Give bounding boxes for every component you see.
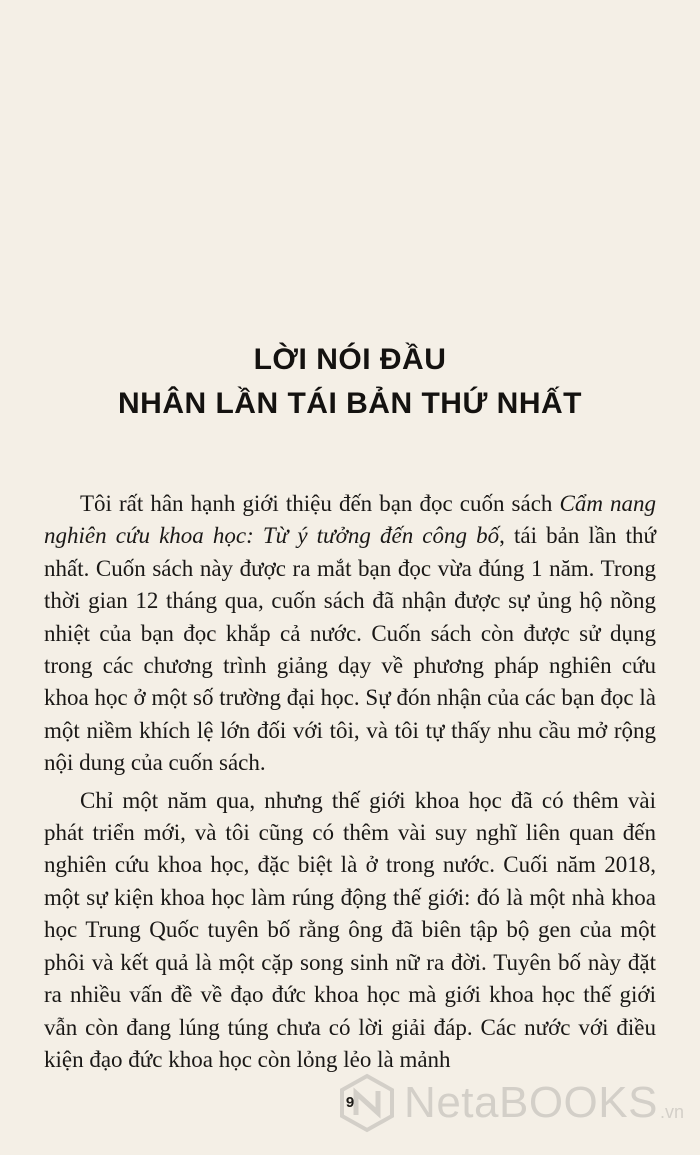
paragraph-1	[44, 488, 656, 780]
paragraph-2: Chỉ một năm qua, nhưng thế giới khoa học đã có thêm vài phát triển mới, và tôi cũng có thêm vài suy nghĩ liên quan đến nghiên cứu khoa học, đặc biệt là ở trong nước. Cuối năm 2018, một sự kiện khoa học làm rúng động thế giới: đó là một nhà khoa học Trung Quốc tuyên bố rằng ông đã biên tập bộ gen của một phôi và kết quả là một cặp song sinh nữ ra đời. Tuyên bố này đặt ra nhiều vấn đề về đạo đức khoa học mà giới khoa học thế giới vẫn còn đang lúng túng chưa có lời giải đáp. Các nước với điều kiện đạo đức khoa học còn lỏng lẻo là mảnh	[44, 787, 656, 1072]
watermark-brand: NetaBOOKS	[404, 1078, 658, 1127]
paragraph-1-text-a: Tôi rất hân hạnh giới thiệu đến bạn đọc cuốn sách	[80, 491, 560, 516]
page-title	[0, 338, 700, 426]
netabooks-logo-icon	[338, 1073, 396, 1133]
page-number: 9	[345, 1094, 355, 1111]
body-text	[44, 488, 656, 1076]
watermark-suffix: .vn	[659, 1101, 684, 1122]
netabooks-watermark	[338, 1073, 684, 1133]
paragraph-1-text-b: , tái bản lần thứ nhất. Cuốn sách này được ra mắt bạn đọc vừa đúng 1 năm. Trong thời gian 12 tháng qua, cuốn sách đã nhận được sự ủng hộ nồng nhiệt của bạn đọc khắp cả nước. Cuốn sách còn được sử dụng trong các chương trình giảng dạy về phương pháp nghiên cứu khoa học ở một số trường đại học. Sự đón nhận của các bạn đọc là một niềm khích lệ lớn đối với tôi, và tôi tự thấy nhu cầu mở rộng nội dung của cuốn sách.	[44, 523, 656, 776]
title-line-2: NHÂN LẦN TÁI BẢN THỨ NHẤT	[117, 387, 582, 420]
book-title-italic: Cẩm nang nghiên cứu khoa học: Từ ý tưởng đến công bố	[44, 491, 657, 549]
title-line-1: LỜI NÓI ĐẦU	[253, 343, 447, 376]
